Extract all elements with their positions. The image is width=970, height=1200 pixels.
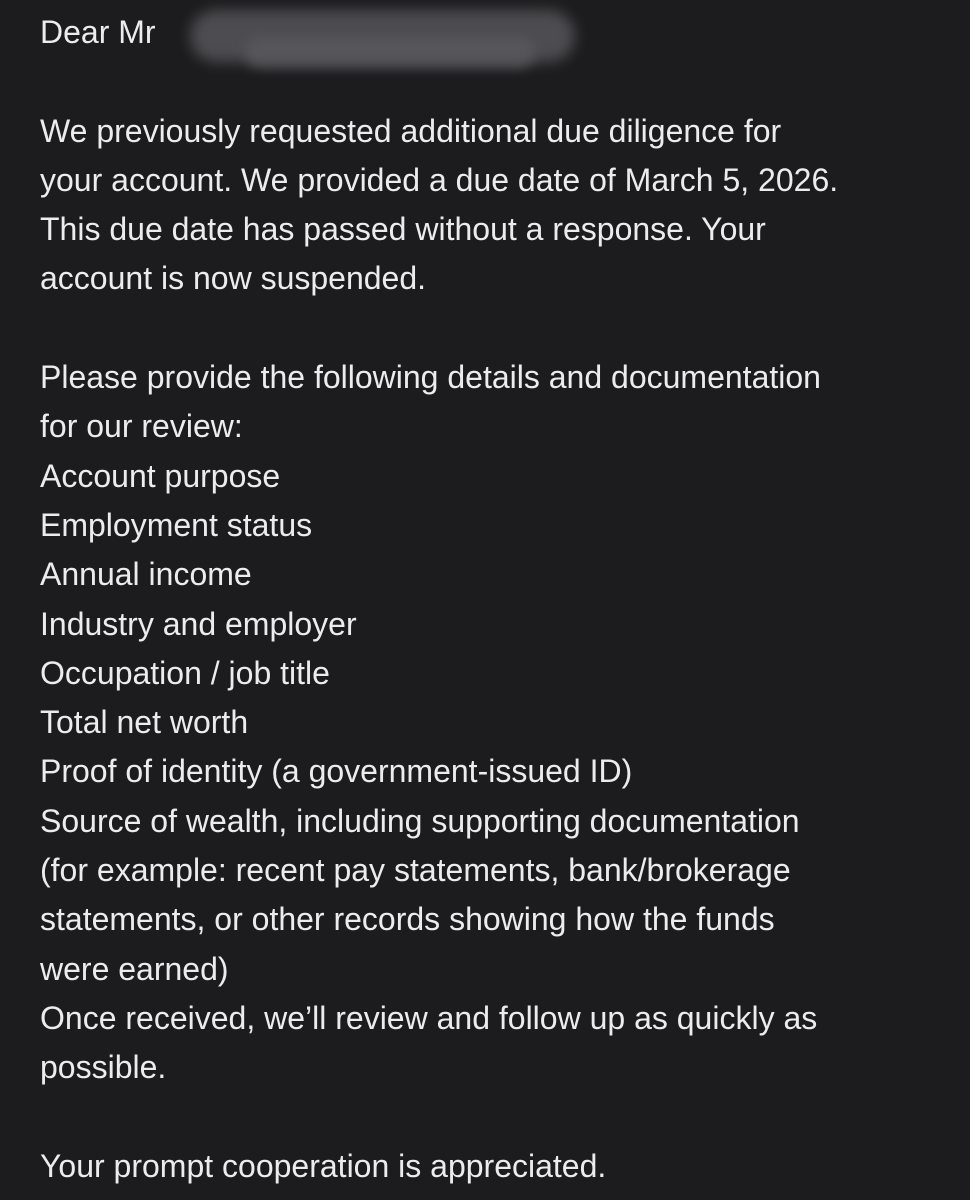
request-intro (40, 353, 940, 452)
requirement-item: Total net worth (40, 704, 249, 741)
requirement-item: Occupation / job title (40, 654, 330, 691)
follow-up-note (40, 994, 940, 1093)
paragraph-line: Please provide the following details and documentation (40, 359, 821, 396)
paragraph-line: your account. We provided a due date of March 5, 2026. (40, 161, 839, 198)
requirements-list (40, 452, 940, 797)
paragraph-suspension-notice (40, 107, 940, 304)
requirement-item: Industry and employer (40, 605, 357, 642)
paragraph-line: Once received, we’ll review and follow up as quickly as (40, 999, 818, 1036)
requirement-item: Annual income (40, 556, 252, 593)
paragraph-line: We previously requested additional due diligence for (40, 112, 782, 149)
source-of-wealth-item (40, 797, 940, 994)
paragraph-line: statements, or other records showing how the funds (40, 901, 775, 938)
requirement-item: Account purpose (40, 457, 281, 494)
paragraph-line: This due date has passed without a response. Your (40, 211, 766, 248)
paragraph-line: account is now suspended. (40, 260, 427, 297)
greeting: Dear Mr (40, 14, 156, 50)
closing-line: Your prompt cooperation is appreciated. (40, 1147, 607, 1184)
greeting-line (40, 8, 940, 57)
spacer (40, 304, 940, 353)
redaction-blur-lower (245, 38, 535, 68)
paragraph-line: Source of wealth, including supporting documentation (40, 802, 800, 839)
letter-body (40, 8, 940, 1191)
paragraph-line: for our review: (40, 408, 243, 445)
paragraph-line: were earned) (40, 950, 229, 987)
requirement-item: Employment status (40, 506, 313, 543)
paragraph-line: possible. (40, 1049, 167, 1086)
paragraph-line: (for example: recent pay statements, bank/brokerage (40, 852, 791, 889)
requirement-item: Proof of identity (a government-issued ID) (40, 753, 633, 790)
spacer (40, 1093, 940, 1142)
